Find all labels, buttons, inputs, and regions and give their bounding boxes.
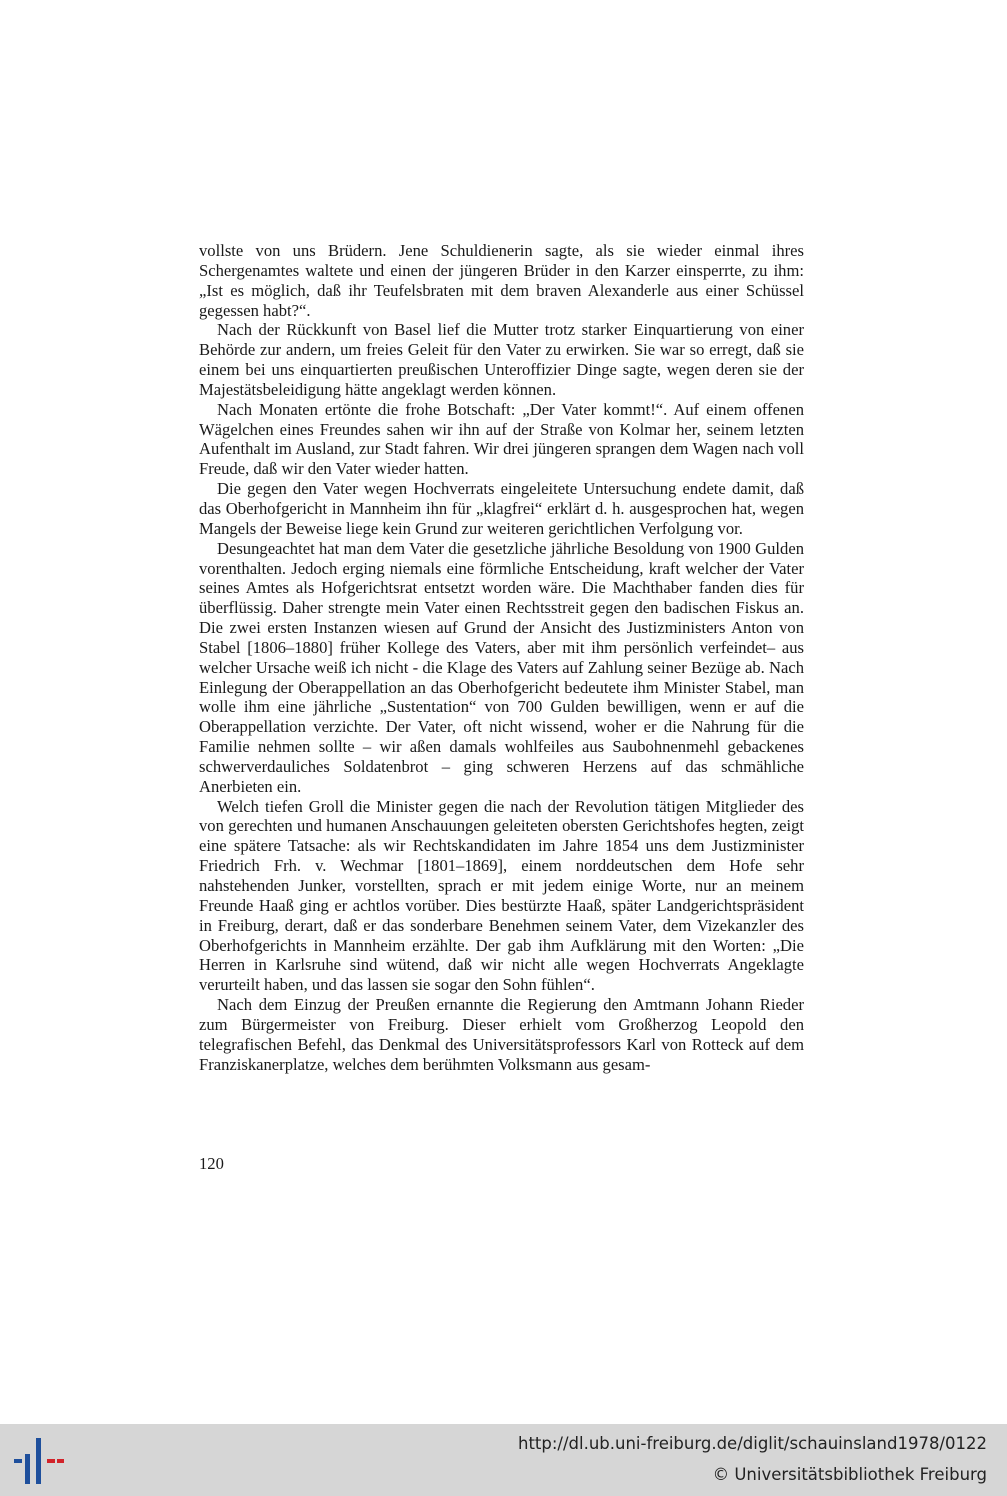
- footer-bar: [0, 1424, 1007, 1496]
- page-number: 120: [199, 1154, 224, 1173]
- paragraph-6: Welch tiefen Groll die Minister gegen die nach der Revolution tätigen Mitglieder des von gerechten und humanen Anschauungen geleiteten obersten Gerichtshofes hegten, zeigt eine spätere Tatsache: als wir Rechtskandidaten im Jahre 1854 uns dem Justizminister Friedrich Frh. v. Wechmar [1801–1869], einem norddeutschen dem Hofe sehr nahstehenden Junker, vorstellten, sprach er mit jedem einige Worte, nur an meinem Freunde Haaß ging er achtlos vorüber. Dies bestürzte Haaß, später Landgerichtspräsident in Freiburg, derart, daß er das sonderbare Benehmen seinem Vater, dem Vizekanzler des Oberhofgerichts in Mannheim erzählte. Der gab ihm Aufklärung mit den Worten: „Die Herren in Karlsruhe sind wütend, daß wir nicht alle wegen Hochverrats Angeklagte verurteilt haben, und das lassen sie sogar den Sohn fühlen“.: [199, 796, 804, 995]
- paragraph-1: vollste von uns Brüdern. Jene Schuldienerin sagte, als sie wieder einmal ihres Schergenamtes waltete und einen der jüngeren Brüder in den Karzer einsperrte, zu ihm: „Ist es möglich, daß ihr Teufelsbraten mit dem braven Alexanderle aus einer Schüssel gegessen habt?“.: [199, 241, 804, 320]
- page-text: [199, 241, 804, 1074]
- footer-copyright: © Universitätsbibliothek Freiburg: [712, 1465, 987, 1484]
- ub-freiburg-logo-icon: [14, 1438, 64, 1484]
- paragraph-5: Desungeachtet hat man dem Vater die gesetzliche jährliche Besoldung von 1900 Gulden vorenthalten. Jedoch erging niemals eine förmliche Entscheidung, kraft welcher der Vater seines Amtes als Hofgerichtsrat entsetzt worden wäre. Die Machthaber fanden dies für überflüssig. Daher strengte mein Vater einen Rechtsstreit gegen den badischen Fiskus an. Die zwei ersten Instanzen wiesen auf Grund der Ansicht des Justizministers Anton von Stabel [1806–1880] früher Kollege des Vaters, aber mit ihm persönlich verfeindet– aus welcher Ursache weiß ich nicht - die Klage des Vaters auf Zahlung seiner Bezüge ab. Nach Einlegung der Oberappellation an das Oberhofgericht bedeutete ihm Minister Stabel, man wolle ihm eine jährliche „Sustentation“ von 700 Gulden bewilligen, wenn er auf die Oberappellation verzichte. Der Vater, oft nicht wissend, woher er die Nahrung für die Familie nehmen sollte – wir aßen damals wohlfeiles aus Saubohnenmehl gebackenes schwerverdauliches Soldatenbrot – ging schweren Herzens auf das schmähliche Anerbieten ein.: [199, 538, 804, 796]
- paragraph-7: Nach dem Einzug der Preußen ernannte die Regierung den Amtmann Johann Rieder zum Bürgermeister von Freiburg. Dieser erhielt vom Großherzog Leopold den telegrafischen Befehl, das Denkmal des Universitätsprofessors Karl von Rotteck auf dem Franziskanerplatze, welches dem berühmten Volksmann aus gesam-: [199, 995, 804, 1074]
- paragraph-3: Nach Monaten ertönte die frohe Botschaft: „Der Vater kommt!“. Auf einem offenen Wägelchen eines Freundes sahen wir ihn auf der Straße von Kolmar her, seinem letzten Aufenthalt im Ausland, zur Stadt fahren. Wir drei jüngeren sprangen dem Wagen nach voll Freude, daß wir den Vater wieder hatten.: [199, 399, 804, 479]
- footer-url-link[interactable]: http://dl.ub.uni-freiburg.de/diglit/schauinsland1978/0122: [517, 1434, 987, 1453]
- paragraph-4: Die gegen den Vater wegen Hochverrats eingeleitete Untersuchung endete damit, daß das Oberhofgericht in Mannheim ihn für „klagfrei“ erklärt d. h. ausgesprochen hat, wegen Mangels der Beweise liege kein Grund zur weiteren gerichtlichen Verfolgung vor.: [199, 479, 804, 538]
- paragraph-2: Nach der Rückkunft von Basel lief die Mutter trotz starker Einquartierung von einer Behörde zur andern, um freies Geleit für den Vater zu erwirken. Sie war so erregt, daß sie einem bei uns einquartierten preußischen Unteroffizier Dinge sagte, wegen deren sie der Majestätsbeleidigung hätte angeklagt werden können.: [199, 320, 804, 399]
